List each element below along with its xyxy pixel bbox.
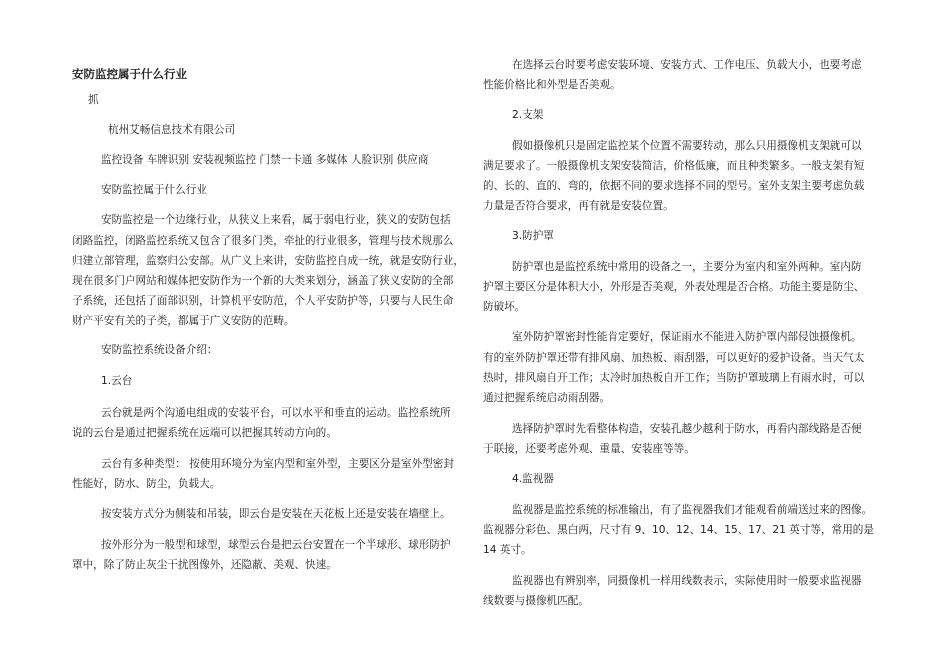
paragraph-line: 护罩主要区分是体积大小，外形是否美观，外表处理是否合格。功能主要是防尘、 xyxy=(483,281,865,293)
paragraph-line: 通过把握系统启动雨刮器。 xyxy=(483,392,611,404)
paragraph-line: 力量是否符合要求，再有就是安装位置。 xyxy=(483,200,674,212)
section-heading: 安防监控系统设备介绍： xyxy=(101,344,218,356)
paragraph-line: 安防监控是一个边缘行业，从狭义上来看，属于弱电行业，狭义的安防包括 xyxy=(101,214,451,226)
paragraph-line: 监视器也有辨别率，同摄像机一样用线数表示，实际使用时一般要求监视器 xyxy=(512,575,862,587)
paragraph-line: 室外防护罩密封性能肯定要好，保证雨水不能进入防护罩内部侵蚀摄像机。 xyxy=(512,331,862,343)
section-heading: 安防监控属于什么行业 xyxy=(101,184,207,196)
paragraph-line: 的、长的、直的、弯的，依据不同的要求选择不同的型号。室外支架主要考虑负载 xyxy=(483,180,865,192)
paragraph-line: 有的室外防护罩还带有排风扇、加热板、雨刮器，可以更好的爱护设备。当天气太 xyxy=(483,352,865,364)
paragraph-line: 云台有多种类型： 按使用环境分为室内型和室外型，主要区分是室外型密封 xyxy=(101,458,454,470)
paragraph-line: 监视器是监控系统的标准输出，有了监视器我们才能观看前端送过来的图像。 xyxy=(512,504,873,516)
paragraph-line: 监视器分彩色、黑白两，尺寸有 9、10、12、14、15、17、21 英寸等，常用的是 xyxy=(483,524,874,536)
paragraph-line: 防破坏。 xyxy=(483,301,526,313)
paragraph-line: 归建立部管理，监察归公安部。从广义上来讲，安防监控自成一统，就是安防行业， xyxy=(72,255,464,267)
paragraph-line: 在选择云台时要考虑安装环境、安装方式、工作电压、负载大小，也要考虑 xyxy=(512,59,862,71)
paragraph-line: 满足要求了。一般摄像机支架安装简洁，价格低廉，而且种类繁多。一般支架有短 xyxy=(483,160,865,172)
document-title: 安防监控属于什么行业 xyxy=(72,67,187,81)
paragraph-line: 热时，排风扇自开工作；太冷时加热板自开工作；当防护罩玻璃上有雨水时，可以 xyxy=(483,372,865,384)
paragraph-line: 线数要与摄像机匹配。 xyxy=(483,595,589,607)
paragraph-line: 财产平安有关的子类，都属于广义安防的范畴。 xyxy=(72,315,295,327)
paragraph-line: 防护罩也是监控系统中常用的设备之一，主要分为室内和室外两种。室内防 xyxy=(512,261,862,273)
paragraph-line: 选择防护罩时先看整体构造，安装孔越少越利于防水，再看内部线路是否便 xyxy=(512,423,862,435)
subsection-heading: 3.防护罩 xyxy=(512,230,554,242)
paragraph-line: 性能好，防水、防尘，负载大。 xyxy=(72,478,221,490)
keywords-line: 监控设备 车牌识别 安装视频监控 门禁一卡通 多媒体 人脸识别 供应商 xyxy=(101,154,429,166)
paragraph-line: 说的云台是通过把握系统在远端可以把握其转动方向的。 xyxy=(72,427,337,439)
paragraph-line: 于联接，还要考虑外观、重量、安装座等等。 xyxy=(483,443,695,455)
subsection-heading: 4.监视器 xyxy=(512,473,554,485)
paragraph-line: 抓 xyxy=(88,94,99,106)
paragraph-line: 假如摄像机只是固定监控某个位置不需要转动，那么只用摄像机支架就可以 xyxy=(512,140,862,152)
paragraph-line: 按外形分为一般型和球型，球型云台是把云台安置在一个半球形、球形防护 xyxy=(101,539,451,551)
subsection-heading: 1.云台 xyxy=(101,375,133,387)
company-name: 杭州艾畅信息技术有限公司 xyxy=(108,124,236,136)
paragraph-line: 罩中，除了防止灰尘干扰图像外，还隐蔽、美观、快速。 xyxy=(72,559,337,571)
paragraph-line: 现在很多门户网站和媒体把安防作为一个新的大类来划分，涵盖了狭义安防的全部 xyxy=(72,275,454,287)
paragraph-line: 14 英寸。 xyxy=(483,544,532,556)
paragraph-line: 按安装方式分为侧装和吊装，即云台是安装在天花板上还是安装在墙壁上。 xyxy=(101,508,451,520)
subsection-heading: 2.支架 xyxy=(512,109,544,121)
paragraph-line: 性能价格比和外型是否美观。 xyxy=(483,79,621,91)
paragraph-line: 云台就是两个沟通电组成的安装平台，可以水平和垂直的运动。监控系统所 xyxy=(101,407,451,419)
paragraph-line: 子系统，还包括了面部识别，计算机平安防范，个人平安防护等，只要与人民生命 xyxy=(72,295,454,307)
paragraph-line: 闭路监控，闭路监控系统又包含了很多门类，牵扯的行业很多，管理与技术规那么 xyxy=(72,235,454,247)
